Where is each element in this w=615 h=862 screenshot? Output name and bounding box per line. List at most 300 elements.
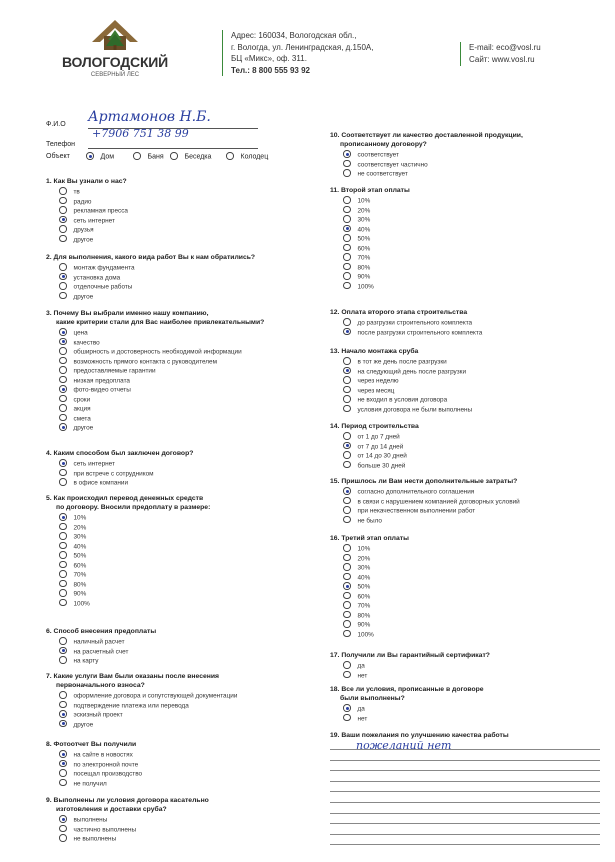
radio-icon[interactable]: [59, 710, 67, 718]
answer-option[interactable]: [59, 479, 128, 487]
answer-option[interactable]: [59, 826, 136, 834]
radio-icon[interactable]: [343, 367, 351, 375]
answer-option[interactable]: [59, 274, 120, 282]
radio-icon[interactable]: [59, 647, 67, 655]
radio-icon[interactable]: [343, 554, 351, 562]
answer-option[interactable]: [59, 648, 128, 656]
answer-option[interactable]: [343, 433, 400, 441]
radio-icon[interactable]: [59, 580, 67, 588]
question-title: 10. Соответствует ли качество доставленной продукции,: [330, 132, 523, 139]
answer-option[interactable]: [343, 254, 370, 262]
radio-icon[interactable]: [343, 544, 351, 552]
radio-icon[interactable]: [59, 404, 67, 412]
answer-label: через месяц: [357, 386, 395, 394]
answer-label: подтверждение платежа или перевода: [73, 701, 189, 709]
answer-label: нет: [357, 714, 368, 722]
answer-option[interactable]: [343, 245, 370, 253]
question-title-cont: прописанному договору?: [340, 141, 427, 148]
wish-line[interactable]: [330, 834, 600, 835]
question-title: 1. Как Вы узнали о нас?: [46, 178, 127, 185]
wishes-value[interactable]: пожеланий нет: [356, 739, 452, 752]
answer-option[interactable]: [343, 555, 370, 563]
answer-option[interactable]: [59, 638, 125, 646]
answer-option[interactable]: [343, 377, 399, 385]
radio-icon[interactable]: [343, 573, 351, 581]
answer-option[interactable]: [343, 170, 408, 178]
radio-icon[interactable]: [59, 656, 67, 664]
radio-icon[interactable]: [59, 769, 67, 777]
radio-icon[interactable]: [59, 478, 67, 486]
brand-name: ВОЛОГОДСКИЙ: [61, 54, 169, 70]
answer-option[interactable]: [59, 198, 91, 206]
answer-label: на следующий день после разгрузки: [357, 367, 467, 375]
radio-icon[interactable]: [343, 215, 351, 223]
radio-icon[interactable]: [343, 169, 351, 177]
radio-icon[interactable]: [59, 459, 67, 467]
radio-icon[interactable]: [343, 432, 351, 440]
fio-value[interactable]: Артамонов Н.Б.: [88, 109, 211, 125]
answer-label: 40%: [73, 542, 87, 550]
answer-option[interactable]: [343, 235, 370, 243]
radio-icon[interactable]: [343, 601, 351, 609]
radio-icon[interactable]: [343, 263, 351, 271]
answer-option[interactable]: [343, 602, 370, 610]
answer-option[interactable]: [59, 377, 130, 385]
object-option-label: Колодец: [240, 153, 269, 161]
object-option-label: Баня: [147, 153, 164, 161]
answer-label: при встрече с сотрудником: [73, 469, 154, 477]
answer-option[interactable]: [59, 293, 93, 301]
radio-icon[interactable]: [59, 523, 67, 531]
radio-icon[interactable]: [59, 347, 67, 355]
radio-icon[interactable]: [343, 318, 351, 326]
answer-option[interactable]: [343, 319, 472, 327]
answer-label: 10%: [357, 197, 371, 205]
question-title: 6. Способ внесения предоплаты: [46, 628, 157, 635]
answer-label: возможность прямого контакта с руководителем: [73, 357, 217, 365]
radio-icon[interactable]: [343, 671, 351, 679]
radio-icon[interactable]: [343, 563, 351, 571]
answer-option[interactable]: [59, 207, 128, 215]
answer-option[interactable]: [343, 462, 405, 470]
radio-icon[interactable]: [59, 292, 67, 300]
answer-label: при некачественном выполнении работ: [357, 507, 476, 515]
radio-icon[interactable]: [59, 570, 67, 578]
answer-label: 80%: [357, 611, 371, 619]
answer-option[interactable]: [59, 780, 107, 788]
object-option[interactable]: [226, 153, 268, 161]
radio-icon[interactable]: [59, 513, 67, 521]
answer-option[interactable]: [59, 770, 142, 778]
answer-label: 90%: [357, 621, 371, 629]
answer-label: другое: [73, 292, 94, 300]
answer-label: не выполнены: [73, 835, 117, 843]
answer-label: через неделю: [357, 377, 399, 385]
answer-option[interactable]: [343, 621, 370, 629]
radio-icon[interactable]: [343, 442, 351, 450]
answer-label: не получил: [73, 779, 107, 787]
radio-icon[interactable]: [59, 825, 67, 833]
radio-icon[interactable]: [343, 395, 351, 403]
answer-option[interactable]: [343, 387, 394, 395]
answer-option[interactable]: [343, 583, 370, 591]
radio-icon[interactable]: [343, 160, 351, 168]
radio-icon[interactable]: [59, 760, 67, 768]
answer-label: низкая предоплата: [73, 376, 130, 384]
radio-icon[interactable]: [59, 720, 67, 728]
answer-label: частично выполнены: [73, 825, 137, 833]
answer-label: 30%: [357, 216, 371, 224]
fio-label: Ф.И.О: [46, 121, 66, 128]
answer-label: 30%: [357, 564, 371, 572]
question-title: 19. Ваши пожелания по улучшению качества работы: [330, 732, 509, 739]
radio-icon[interactable]: [133, 152, 141, 160]
question-title: 13. Начало монтажа сруба: [330, 348, 419, 355]
radio-icon[interactable]: [343, 506, 351, 514]
radio-icon[interactable]: [343, 376, 351, 384]
answer-option[interactable]: [59, 226, 94, 234]
radio-icon[interactable]: [59, 366, 67, 374]
radio-icon[interactable]: [343, 357, 351, 365]
wish-line[interactable]: [330, 781, 600, 782]
radio-icon[interactable]: [59, 328, 67, 336]
radio-icon[interactable]: [59, 273, 67, 281]
question-title-cont: по договору. Вносили предоплату в размере:: [56, 504, 211, 511]
radio-icon[interactable]: [343, 516, 351, 524]
answer-option[interactable]: [343, 396, 447, 404]
answer-option[interactable]: [343, 631, 374, 639]
radio-icon[interactable]: [343, 630, 351, 638]
answer-label: предоставляемые гарантии: [73, 367, 156, 375]
radio-icon[interactable]: [59, 235, 67, 243]
answer-option[interactable]: [59, 571, 86, 579]
answer-option[interactable]: [59, 217, 115, 225]
answer-label: 100%: [357, 630, 374, 638]
answer-label: друзья: [73, 226, 94, 234]
radio-icon[interactable]: [59, 282, 67, 290]
answer-option[interactable]: [59, 514, 86, 522]
answer-option[interactable]: [59, 386, 131, 394]
answer-label: согласно дополнительного соглашения: [357, 488, 475, 496]
address-line-1: Адрес: 160034, Вологодская обл.,: [231, 31, 357, 40]
answer-option[interactable]: [59, 702, 189, 710]
answer-option[interactable]: [59, 711, 123, 719]
radio-icon[interactable]: [59, 701, 67, 709]
radio-icon[interactable]: [343, 328, 351, 336]
answer-option[interactable]: [59, 188, 80, 196]
address-line-2: г. Вологда, ул. Ленинградская, д.150А,: [231, 42, 374, 52]
answer-label: установка дома: [73, 273, 121, 281]
radio-icon[interactable]: [59, 395, 67, 403]
answer-label: монтаж фундамента: [73, 264, 135, 272]
radio-icon[interactable]: [343, 405, 351, 413]
radio-icon[interactable]: [59, 469, 67, 477]
question-title: 5. Как происходил перевод денежных средств: [46, 495, 204, 502]
answer-option[interactable]: [343, 264, 370, 272]
question-title: 11. Второй этап оплаты: [330, 187, 410, 194]
answer-option[interactable]: [343, 161, 428, 169]
answer-option[interactable]: [343, 593, 370, 601]
answer-label: условия договора не были выполнены: [357, 405, 473, 413]
radio-icon[interactable]: [59, 225, 67, 233]
answer-option[interactable]: [59, 751, 133, 759]
wish-line[interactable]: [330, 791, 600, 792]
answer-label: наличный расчет: [73, 638, 125, 646]
answer-option[interactable]: [343, 443, 403, 451]
answer-label: 80%: [73, 580, 87, 588]
answer-label: выполнены: [73, 816, 108, 824]
answer-option[interactable]: [59, 581, 86, 589]
radio-icon[interactable]: [59, 197, 67, 205]
answer-label: 50%: [357, 583, 371, 591]
radio-icon[interactable]: [59, 216, 67, 224]
radio-icon[interactable]: [59, 750, 67, 758]
answer-option[interactable]: [343, 715, 367, 723]
radio-icon[interactable]: [343, 451, 351, 459]
answer-option[interactable]: [343, 507, 475, 515]
answer-label: радио: [73, 197, 92, 205]
answer-label: 10%: [73, 514, 87, 522]
answer-option[interactable]: [343, 273, 370, 281]
answer-option[interactable]: [343, 197, 370, 205]
answer-label: 70%: [357, 602, 371, 610]
radio-icon[interactable]: [59, 263, 67, 271]
answer-option[interactable]: [59, 424, 93, 432]
radio-icon[interactable]: [343, 592, 351, 600]
radio-icon[interactable]: [59, 815, 67, 823]
answer-label: 70%: [357, 254, 371, 262]
radio-icon[interactable]: [59, 561, 67, 569]
answer-label: после разгрузки строительного комплекта: [357, 328, 483, 336]
wish-line[interactable]: [330, 823, 600, 824]
answer-option[interactable]: [59, 470, 154, 478]
answer-option[interactable]: [59, 524, 86, 532]
answer-label: на расчетный счет: [73, 647, 129, 655]
answer-label: рекламная пресса: [73, 207, 128, 215]
answer-option[interactable]: [59, 600, 90, 608]
radio-icon[interactable]: [343, 714, 351, 722]
answer-label: в связи с нарушением компанией договорных условий: [357, 497, 520, 505]
contacts-block: [460, 42, 541, 66]
radio-icon[interactable]: [343, 661, 351, 669]
answer-label: 60%: [357, 592, 371, 600]
phone-value[interactable]: +7906 751 38 99: [92, 127, 189, 140]
answer-option[interactable]: [59, 329, 88, 337]
question-title-cont: изготовления и доставки сруба?: [56, 806, 167, 813]
radio-icon[interactable]: [59, 376, 67, 384]
answer-option[interactable]: [343, 662, 365, 670]
answer-option[interactable]: [59, 533, 86, 541]
answer-option[interactable]: [343, 545, 370, 553]
wish-line[interactable]: [330, 770, 600, 771]
answer-option[interactable]: [343, 498, 520, 506]
answer-option[interactable]: [59, 657, 98, 665]
answer-label: по электронной почте: [73, 760, 139, 768]
answer-option[interactable]: [59, 562, 86, 570]
radio-icon[interactable]: [226, 152, 234, 160]
radio-icon[interactable]: [343, 225, 351, 233]
question-title: 7. Какие услуги Вам были оказаны после внесения: [46, 673, 220, 680]
question-title: 8. Фотоотчет Вы получили: [46, 741, 137, 748]
radio-icon[interactable]: [59, 637, 67, 645]
radio-icon[interactable]: [343, 234, 351, 242]
radio-icon[interactable]: [343, 196, 351, 204]
answer-label: 40%: [357, 225, 371, 233]
answer-label: 30%: [73, 533, 87, 541]
answer-option[interactable]: [59, 236, 93, 244]
answer-option[interactable]: [59, 358, 217, 366]
radio-icon[interactable]: [59, 542, 67, 550]
radio-icon[interactable]: [343, 582, 351, 590]
answer-label: качество: [73, 338, 100, 346]
radio-icon[interactable]: [343, 272, 351, 280]
radio-icon[interactable]: [59, 834, 67, 842]
answer-label: эскизный проект: [73, 711, 123, 719]
answer-option[interactable]: [343, 488, 474, 496]
address-block: [222, 30, 432, 76]
answer-option[interactable]: [343, 358, 447, 366]
answer-label: от 7 до 14 дней: [357, 442, 404, 450]
answer-label: 50%: [357, 235, 371, 243]
radio-icon[interactable]: [170, 152, 178, 160]
radio-icon[interactable]: [343, 386, 351, 394]
answer-option[interactable]: [59, 552, 86, 560]
answer-label: на сайте в новостях: [73, 751, 133, 759]
answer-option[interactable]: [59, 339, 100, 347]
answer-option[interactable]: [59, 348, 242, 356]
answer-option[interactable]: [59, 396, 90, 404]
object-label: Объект: [46, 153, 70, 160]
radio-icon[interactable]: [59, 206, 67, 214]
answer-option[interactable]: [59, 816, 107, 824]
radio-icon[interactable]: [343, 487, 351, 495]
radio-icon[interactable]: [59, 338, 67, 346]
answer-option[interactable]: [59, 283, 132, 291]
object-option[interactable]: [86, 153, 114, 161]
radio-icon[interactable]: [343, 253, 351, 261]
question-title-cont: были выполнены?: [340, 695, 405, 702]
answer-option[interactable]: [343, 226, 370, 234]
object-option[interactable]: [133, 153, 164, 161]
answer-option[interactable]: [343, 368, 466, 376]
answer-option[interactable]: [59, 692, 237, 700]
radio-icon[interactable]: [343, 620, 351, 628]
question-title: 3. Почему Вы выбрали именно нашу компанию,: [46, 310, 209, 317]
radio-icon[interactable]: [59, 551, 67, 559]
question-title-cont: какие критерии стали для Вас наиболее привлекательными?: [56, 319, 265, 326]
wish-line[interactable]: [330, 802, 600, 803]
answer-option[interactable]: [343, 672, 367, 680]
answer-option[interactable]: [59, 761, 138, 769]
answer-label: от 1 до 7 дней: [357, 433, 400, 441]
wish-line[interactable]: [330, 844, 600, 845]
answer-option[interactable]: [59, 543, 86, 551]
answer-option[interactable]: [59, 590, 86, 598]
radio-icon[interactable]: [59, 187, 67, 195]
question-title: 15. Пришлось ли Вам нести дополнительные затраты?: [330, 478, 518, 485]
radio-icon[interactable]: [59, 414, 67, 422]
answer-label: в офисе компании: [73, 479, 129, 487]
answer-label: от 14 до 30 дней: [357, 452, 407, 460]
radio-icon[interactable]: [343, 206, 351, 214]
radio-icon[interactable]: [59, 779, 67, 787]
answer-option[interactable]: [59, 415, 91, 423]
answer-label: смета: [73, 414, 91, 422]
answer-option[interactable]: [343, 151, 399, 159]
radio-icon[interactable]: [343, 150, 351, 158]
answer-option[interactable]: [343, 564, 370, 572]
radio-icon[interactable]: [59, 385, 67, 393]
radio-icon[interactable]: [343, 704, 351, 712]
object-option-label: Беседка: [184, 153, 212, 161]
question-title-cont: первоначального взноса?: [56, 682, 145, 689]
answer-option[interactable]: [343, 705, 365, 713]
answer-label: 10%: [357, 545, 371, 553]
radio-icon[interactable]: [343, 282, 351, 290]
radio-icon[interactable]: [59, 589, 67, 597]
answer-option[interactable]: [59, 367, 156, 375]
phone-underline: [88, 148, 258, 149]
question-title: 2. Для выполнения, какого вида работ Вы к нам обратились?: [46, 254, 256, 261]
answer-label: да: [357, 705, 365, 713]
answer-label: да: [357, 662, 365, 670]
answer-label: обширность и достоверность необходимой информации: [73, 348, 242, 356]
answer-option[interactable]: [59, 405, 91, 413]
answer-option[interactable]: [343, 452, 407, 460]
radio-icon[interactable]: [343, 461, 351, 469]
radio-icon[interactable]: [59, 691, 67, 699]
answer-option[interactable]: [343, 283, 374, 291]
house-logo-icon: [90, 18, 140, 52]
question-title: 14. Период строительства: [330, 423, 419, 430]
answer-label: 20%: [357, 206, 371, 214]
email: E-mail: eco@vosl.ru: [469, 43, 541, 52]
answer-option[interactable]: [343, 517, 382, 525]
answer-label: соответствует частично: [357, 160, 428, 168]
answer-option[interactable]: [343, 329, 482, 337]
company-logo: [50, 18, 180, 78]
answer-label: не входил в условия договора: [357, 396, 448, 404]
answer-option[interactable]: [343, 574, 370, 582]
wish-line[interactable]: [330, 760, 600, 761]
answer-label: нет: [357, 671, 368, 679]
answer-label: 60%: [357, 244, 371, 252]
answer-label: другое: [73, 235, 94, 243]
answer-label: не соответствует: [357, 170, 408, 178]
object-option[interactable]: [170, 153, 211, 161]
answer-label: сеть интернет: [73, 460, 115, 468]
answer-option[interactable]: [343, 216, 370, 224]
answer-option[interactable]: [59, 721, 93, 729]
wish-line[interactable]: [330, 813, 600, 814]
answer-label: 90%: [357, 273, 371, 281]
radio-icon[interactable]: [343, 244, 351, 252]
address-line-3: БЦ «Микс», оф. 311.: [231, 54, 307, 63]
radio-icon[interactable]: [343, 497, 351, 505]
radio-icon[interactable]: [59, 423, 67, 431]
radio-icon[interactable]: [343, 611, 351, 619]
answer-option[interactable]: [343, 207, 370, 215]
answer-option[interactable]: [343, 612, 370, 620]
answer-option[interactable]: [59, 460, 115, 468]
radio-icon[interactable]: [59, 532, 67, 540]
radio-icon[interactable]: [59, 599, 67, 607]
radio-icon[interactable]: [59, 357, 67, 365]
answer-option[interactable]: [343, 406, 472, 414]
answer-option[interactable]: [59, 835, 116, 843]
radio-icon[interactable]: [86, 152, 94, 160]
answer-option[interactable]: [59, 264, 135, 272]
